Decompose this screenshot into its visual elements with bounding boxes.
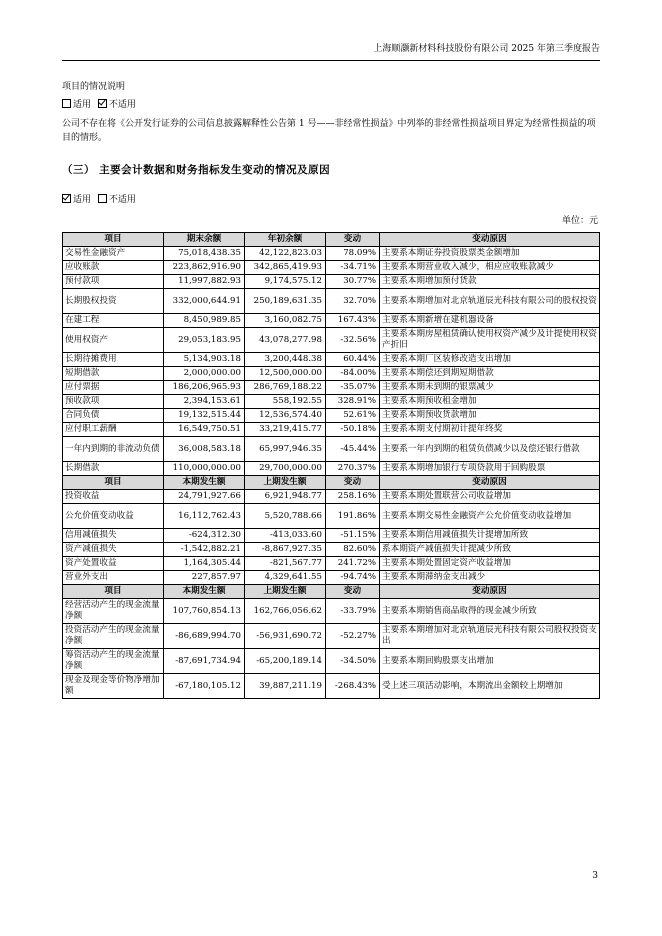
prior-value-cell: -821,567.77 bbox=[245, 557, 326, 571]
reason-cell: 主要系本期未到期的银票减少 bbox=[380, 381, 600, 395]
column-header: 变动原因 bbox=[380, 233, 600, 247]
table-row bbox=[63, 490, 600, 504]
prior-value-cell: -65,200,189.14 bbox=[245, 649, 326, 674]
current-value-cell: 186,206,965.93 bbox=[164, 381, 245, 395]
current-value-cell: 1,164,305.44 bbox=[164, 557, 245, 571]
current-value-cell: 16,112,762.43 bbox=[164, 504, 245, 529]
prior-value-cell: 3,200,448.38 bbox=[245, 353, 326, 367]
change-cell: -94.74% bbox=[326, 571, 380, 585]
current-value-cell: 2,000,000.00 bbox=[164, 367, 245, 381]
change-cell: -268.43% bbox=[326, 674, 380, 699]
item-cell: 合同负债 bbox=[63, 409, 164, 423]
reason-cell: 主要系本期增加对北京轨道辰光科技有限公司股权投资支出 bbox=[380, 624, 600, 649]
table-row bbox=[63, 504, 600, 529]
item-cell: 筹资活动产生的现金流量净额 bbox=[63, 649, 164, 674]
item-cell: 应收账款 bbox=[63, 261, 164, 275]
nonrecurring-heading: 项目的情况说明 bbox=[62, 82, 126, 92]
reason-cell: 受上述三项活动影响，本期流出金额较上期增加 bbox=[380, 674, 600, 699]
table-row bbox=[63, 529, 600, 543]
unit-label: 单位：元 bbox=[561, 216, 598, 226]
column-header: 变动 bbox=[326, 233, 380, 247]
table-row bbox=[63, 261, 600, 275]
column-header: 本期发生额 bbox=[164, 476, 245, 490]
item-cell: 公允价值变动收益 bbox=[63, 504, 164, 529]
change-cell: -33.79% bbox=[326, 599, 380, 624]
reason-cell: 主要系本期偿还到期短期借款 bbox=[380, 367, 600, 381]
column-header: 变动 bbox=[326, 585, 380, 599]
item-cell: 经营活动产生的现金流量净额 bbox=[63, 599, 164, 624]
financial-changes-table bbox=[62, 232, 600, 699]
prior-value-cell: 286,769,188.22 bbox=[245, 381, 326, 395]
page-number: 3 bbox=[592, 871, 598, 881]
reason-cell: 主要系本期新增在建机器设备 bbox=[380, 314, 600, 328]
current-value-cell: 5,134,903.18 bbox=[164, 353, 245, 367]
table-row bbox=[63, 557, 600, 571]
change-cell: -32.56% bbox=[326, 328, 380, 353]
prior-value-cell: -56,931,690.72 bbox=[245, 624, 326, 649]
section-options bbox=[62, 193, 602, 207]
prior-value-cell: 5,520,788.66 bbox=[245, 504, 326, 529]
item-cell: 长期借款 bbox=[63, 462, 164, 476]
prior-value-cell: 6,921,948.77 bbox=[245, 490, 326, 504]
column-header: 上期发生额 bbox=[245, 585, 326, 599]
item-cell: 预付款项 bbox=[63, 275, 164, 289]
prior-value-cell: 43,078,277.98 bbox=[245, 328, 326, 353]
header-rule bbox=[62, 60, 600, 61]
current-value-cell: 16,549,750.51 bbox=[164, 423, 245, 437]
item-cell: 短期借款 bbox=[63, 367, 164, 381]
current-value-cell: 2,394,153.61 bbox=[164, 395, 245, 409]
current-value-cell: -1,542,882.21 bbox=[164, 543, 245, 557]
reason-cell: 主要系本期增加预付货款 bbox=[380, 275, 600, 289]
checkbox-checked-icon[interactable] bbox=[98, 99, 107, 108]
table-row bbox=[63, 674, 600, 699]
report-header: 上海顺灏新材料科技股份有限公司 2025 年第三季度报告 bbox=[373, 44, 600, 54]
table-row bbox=[63, 437, 600, 462]
prior-value-cell: 42,122,823.03 bbox=[245, 247, 326, 261]
reason-cell: 主要系一年内到期的租赁负债减少以及偿还银行借款 bbox=[380, 437, 600, 462]
table-row bbox=[63, 314, 600, 328]
checkbox-unchecked-icon[interactable] bbox=[98, 194, 107, 203]
table-header-row bbox=[63, 585, 600, 599]
item-cell: 信用减值损失 bbox=[63, 529, 164, 543]
prior-value-cell: 250,189,631.35 bbox=[245, 289, 326, 314]
table-row bbox=[63, 649, 600, 674]
item-cell: 营业外支出 bbox=[63, 571, 164, 585]
column-header: 本期发生额 bbox=[164, 585, 245, 599]
prior-value-cell: 65,997,946.35 bbox=[245, 437, 326, 462]
reason-cell: 主要系本期处置联营公司收益增加 bbox=[380, 490, 600, 504]
prior-value-cell: 29,700,000.00 bbox=[245, 462, 326, 476]
reason-cell: 主要系本期交易性金融资产公允价值变动收益增加 bbox=[380, 504, 600, 529]
current-value-cell: 11,997,882.93 bbox=[164, 275, 245, 289]
reason-cell: 主要系本期信用减值损失计提增加所致 bbox=[380, 529, 600, 543]
change-cell: -45.44% bbox=[326, 437, 380, 462]
current-value-cell: -67,180,105.12 bbox=[164, 674, 245, 699]
change-cell: 258.16% bbox=[326, 490, 380, 504]
option-applicable-label: 适用 bbox=[73, 100, 92, 110]
table-row bbox=[63, 462, 600, 476]
item-cell: 资产处置收益 bbox=[63, 557, 164, 571]
section-title: （三） 主要会计数据和财务指标发生变动的情况及原因 bbox=[62, 164, 331, 176]
prior-value-cell: 12,536,574.40 bbox=[245, 409, 326, 423]
reason-cell: 主要系本期滞纳金支出减少 bbox=[380, 571, 600, 585]
change-cell: -52.27% bbox=[326, 624, 380, 649]
reason-cell: 主要系本期营业收入减少，相应应收账款减少 bbox=[380, 261, 600, 275]
current-value-cell: 227,857.97 bbox=[164, 571, 245, 585]
column-header: 上期发生额 bbox=[245, 476, 326, 490]
item-cell: 长期待摊费用 bbox=[63, 353, 164, 367]
item-cell: 投资活动产生的现金流量净额 bbox=[63, 624, 164, 649]
reason-cell: 主要系本期预收货款增加 bbox=[380, 409, 600, 423]
table-row bbox=[63, 571, 600, 585]
prior-value-cell: 33,219,415.77 bbox=[245, 423, 326, 437]
change-cell: 78.09% bbox=[326, 247, 380, 261]
column-header: 变动原因 bbox=[380, 476, 600, 490]
change-cell: -35.07% bbox=[326, 381, 380, 395]
item-cell: 使用权资产 bbox=[63, 328, 164, 353]
table-row bbox=[63, 247, 600, 261]
item-cell: 资产减值损失 bbox=[63, 543, 164, 557]
current-value-cell: -87,691,734.94 bbox=[164, 649, 245, 674]
current-value-cell: 75,018,438.35 bbox=[164, 247, 245, 261]
table-body bbox=[63, 233, 600, 699]
current-value-cell: 36,008,583.18 bbox=[164, 437, 245, 462]
reason-cell: 主要系本期房屋租赁确认使用权资产减少及计提使用权资产折旧 bbox=[380, 328, 600, 353]
change-cell: -50.18% bbox=[326, 423, 380, 437]
table-row bbox=[63, 367, 600, 381]
table-row bbox=[63, 395, 600, 409]
current-value-cell: 24,791,927.66 bbox=[164, 490, 245, 504]
column-header: 变动原因 bbox=[380, 585, 600, 599]
prior-value-cell: 39,887,211.19 bbox=[245, 674, 326, 699]
current-value-cell: -86,689,994.70 bbox=[164, 624, 245, 649]
column-header: 变动 bbox=[326, 476, 380, 490]
reason-cell: 主要系本期处置固定资产收益增加 bbox=[380, 557, 600, 571]
prior-value-cell: 9,174,575.12 bbox=[245, 275, 326, 289]
table-row bbox=[63, 275, 600, 289]
item-cell: 应付职工薪酬 bbox=[63, 423, 164, 437]
table-row bbox=[63, 599, 600, 624]
item-cell: 在建工程 bbox=[63, 314, 164, 328]
item-cell: 应付票据 bbox=[63, 381, 164, 395]
table-row bbox=[63, 381, 600, 395]
option-applicable-label: 适用 bbox=[73, 195, 92, 205]
column-header: 项目 bbox=[63, 233, 164, 247]
reason-cell: 主要系本期增加对北京轨道辰光科技有限公司的股权投资 bbox=[380, 289, 600, 314]
change-cell: 60.44% bbox=[326, 353, 380, 367]
item-cell: 长期股权投资 bbox=[63, 289, 164, 314]
change-cell: 30.77% bbox=[326, 275, 380, 289]
current-value-cell: 332,000,644.91 bbox=[164, 289, 245, 314]
item-cell: 交易性金融资产 bbox=[63, 247, 164, 261]
item-cell: 预收款项 bbox=[63, 395, 164, 409]
reason-cell: 主要系本期证券投资股票类金额增加 bbox=[380, 247, 600, 261]
current-value-cell: 8,450,989.85 bbox=[164, 314, 245, 328]
nonrecurring-statement: 公司不存在将《公开发行证券的公司信息披露解释性公告第 1 号——非经常性损益》中列举的非经常性损益项目界定为经常性损益的项目的情形。 bbox=[62, 119, 596, 143]
checkbox-checked-icon[interactable] bbox=[62, 194, 71, 203]
reason-cell: 系本期资产减值损失计提减少所致 bbox=[380, 543, 600, 557]
current-value-cell: 223,862,916.90 bbox=[164, 261, 245, 275]
current-value-cell: 107,760,854.13 bbox=[164, 599, 245, 624]
item-cell: 投资收益 bbox=[63, 490, 164, 504]
current-value-cell: -624,312.30 bbox=[164, 529, 245, 543]
reason-cell: 主要系本期预收租金增加 bbox=[380, 395, 600, 409]
prior-value-cell: 558,192.55 bbox=[245, 395, 326, 409]
prior-value-cell: 12,500,000.00 bbox=[245, 367, 326, 381]
table-row bbox=[63, 543, 600, 557]
prior-value-cell: -413,033.60 bbox=[245, 529, 326, 543]
change-cell: 328.91% bbox=[326, 395, 380, 409]
prior-value-cell: 162,766,056.62 bbox=[245, 599, 326, 624]
reason-cell: 主要系本期回购股票支出增加 bbox=[380, 649, 600, 674]
change-cell: -34.71% bbox=[326, 261, 380, 275]
current-value-cell: 110,000,000.00 bbox=[164, 462, 245, 476]
table-row bbox=[63, 289, 600, 314]
table-row bbox=[63, 423, 600, 437]
item-cell: 现金及现金等价物净增加额 bbox=[63, 674, 164, 699]
option-not-applicable-label: 不适用 bbox=[108, 195, 136, 205]
current-value-cell: 19,132,515.44 bbox=[164, 409, 245, 423]
prior-value-cell: 3,160,082.75 bbox=[245, 314, 326, 328]
table-header-row bbox=[63, 233, 600, 247]
change-cell: 241.72% bbox=[326, 557, 380, 571]
reason-cell: 主要系本期销售商品取得的现金减少所致 bbox=[380, 599, 600, 624]
table-row bbox=[63, 328, 600, 353]
prior-value-cell: 342,865,419.93 bbox=[245, 261, 326, 275]
change-cell: 167.43% bbox=[326, 314, 380, 328]
change-cell: 270.37% bbox=[326, 462, 380, 476]
reason-cell: 主要系本期厂区装修改造支出增加 bbox=[380, 353, 600, 367]
table-row bbox=[63, 409, 600, 423]
table-row bbox=[63, 624, 600, 649]
current-value-cell: 29,053,183.95 bbox=[164, 328, 245, 353]
change-cell: 191.86% bbox=[326, 504, 380, 529]
prior-value-cell: 4,329,641.55 bbox=[245, 571, 326, 585]
change-cell: -51.15% bbox=[326, 529, 380, 543]
column-header: 项目 bbox=[63, 476, 164, 490]
column-header: 期末余额 bbox=[164, 233, 245, 247]
nonrecurring-options bbox=[62, 98, 602, 112]
change-cell: 82.60% bbox=[326, 543, 380, 557]
table-header-row bbox=[63, 476, 600, 490]
item-cell: 一年内到期的非流动负债 bbox=[63, 437, 164, 462]
checkbox-unchecked-icon[interactable] bbox=[62, 99, 71, 108]
reason-cell: 主要系本期增加银行专项贷款用于回购股票 bbox=[380, 462, 600, 476]
column-header: 年初余额 bbox=[245, 233, 326, 247]
reason-cell: 主要系本期支付期初计提年终奖 bbox=[380, 423, 600, 437]
option-not-applicable-label: 不适用 bbox=[108, 100, 136, 110]
column-header: 项目 bbox=[63, 585, 164, 599]
change-cell: -84.00% bbox=[326, 367, 380, 381]
prior-value-cell: -8,867,927.35 bbox=[245, 543, 326, 557]
table-row bbox=[63, 353, 600, 367]
change-cell: 52.61% bbox=[326, 409, 380, 423]
change-cell: 32.70% bbox=[326, 289, 380, 314]
change-cell: -34.50% bbox=[326, 649, 380, 674]
